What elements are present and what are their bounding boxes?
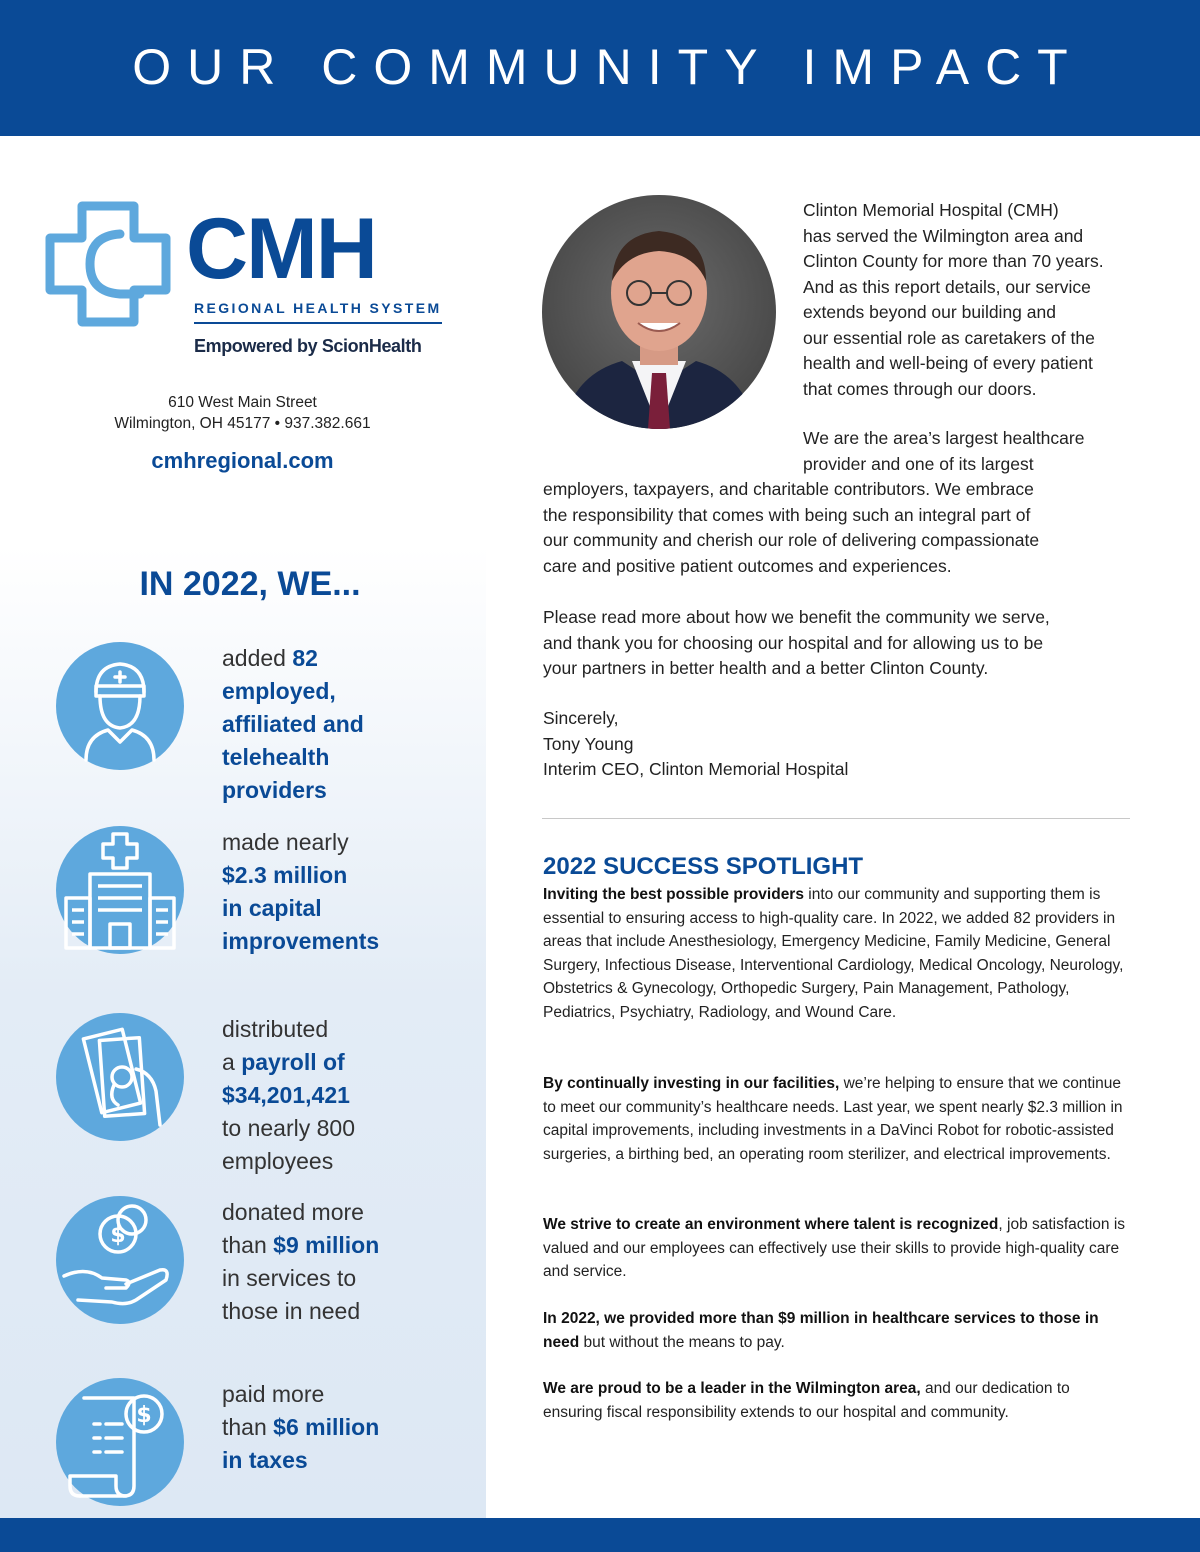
cmh-logo [40, 192, 450, 362]
spotlight-paragraph: Inviting the best possible providers into our community and supporting them is essential to ensuring access to high-quality care. In 2022, we added 82 providers in areas that include Anesthesiology, Emergency Medicine, Family Medicine, General Surgery, Infectious Disease, Interventional Cardiology, Medical Oncology, Neurology, Obstetrics & Gynecology, Orthopedic Surgery, Pain Management, Pathology, Pediatrics, Psychiatry, Radiology, and Wound Care. [543, 886, 1124, 1021]
signer-name: Tony Young [543, 733, 634, 754]
page-title: OUR COMMUNITY IMPACT [132, 39, 1084, 95]
hospital-building-icon [56, 826, 184, 954]
address-street: 610 West Main Street [168, 394, 317, 411]
letter-signature [543, 706, 1143, 783]
stats-heading: IN 2022, WE... [139, 565, 361, 603]
letter-para2: employers, taxpayers, and charitable contributors. We embrace the responsibility that comes with being such an integral part of our community and cherish our role of delivering compassionate care and positive patient outcomes and experiences. [543, 479, 1040, 576]
ceo-portrait [542, 195, 776, 429]
letter-closing: Sincerely, [543, 708, 619, 728]
spotlight-paragraph: In 2022, we provided more than $9 million in healthcare services to those in need but without the means to pay. [543, 1310, 1099, 1351]
doctor-icon [56, 642, 184, 770]
spotlight-paragraph: We strive to create an environment where talent is recognized, job satisfaction is valued and our employees can effectively use their skills to provide high-quality care and service. [543, 1216, 1126, 1280]
address-city: Wilmington, OH 45177 • 937.382.661 [114, 415, 371, 432]
logo-divider [194, 322, 442, 324]
page-header [0, 0, 1200, 136]
letter-para2-start: We are the area’s largest healthcare provider and one of its largest [803, 428, 1085, 474]
letter-para3: Please read more about how we benefit the community we serve, and thank you for choosing our hospital and for allowing us to be your partners in better health and a better Clinton County. [543, 607, 1050, 678]
stat-capital-text: made nearly $2.3 million in capital improvements [222, 829, 380, 954]
tax-document-icon [56, 1378, 184, 1506]
section-divider [542, 818, 1130, 819]
money-hand-icon [56, 1013, 184, 1141]
logo-wordmark: CMH [186, 201, 376, 297]
stat-taxes-text: paid more than $6 million in taxes [222, 1381, 380, 1473]
logo-subtitle: REGIONAL HEALTH SYSTEM [194, 300, 442, 316]
letter-intro: Clinton Memorial Hospital (CMH) has served the Wilmington area and Clinton County for more than 70 years. And as this report details, our service extends beyond our building and our essential role as caretakers of the health and well-being of every patient that comes through our doors. [803, 200, 1104, 399]
spotlight-paragraph: We are proud to be a leader in the Wilmington area, and our dedication to ensuring fiscal responsibility extends to our hospital and community. [543, 1380, 1070, 1421]
stat-donations-text: donated more than $9 million in services to those in need [222, 1199, 380, 1324]
signer-title: Interim CEO, Clinton Memorial Hospital [543, 759, 849, 779]
logo-tagline: Empowered by ScionHealth [194, 336, 422, 356]
stat-providers-text: added 82 employed, affiliated and telehealth providers [222, 645, 364, 803]
address [40, 392, 445, 434]
svg-text:$: $ [110, 1223, 126, 1248]
website-link[interactable]: cmhregional.com [151, 448, 334, 473]
stat-payroll-text: distributed a payroll of $34,201,421 to nearly 800 employees [222, 1016, 355, 1174]
medical-cross-icon [40, 196, 180, 336]
spotlight-paragraph: By continually investing in our facilities, we’re helping to ensure that we continue to meet our community’s healthcare needs. Last year, we spent nearly $2.3 million in capital improvements, including investments in a DaVinci Robot for robotic-assisted surgeries, a birthing bed, an operating room sterilizer, and electrical improvements. [543, 1075, 1123, 1163]
svg-text:$: $ [136, 1403, 152, 1428]
coins-hand-icon [56, 1196, 184, 1324]
page-footer [0, 1518, 1200, 1552]
spotlight-title: 2022 SUCCESS SPOTLIGHT [543, 853, 864, 880]
